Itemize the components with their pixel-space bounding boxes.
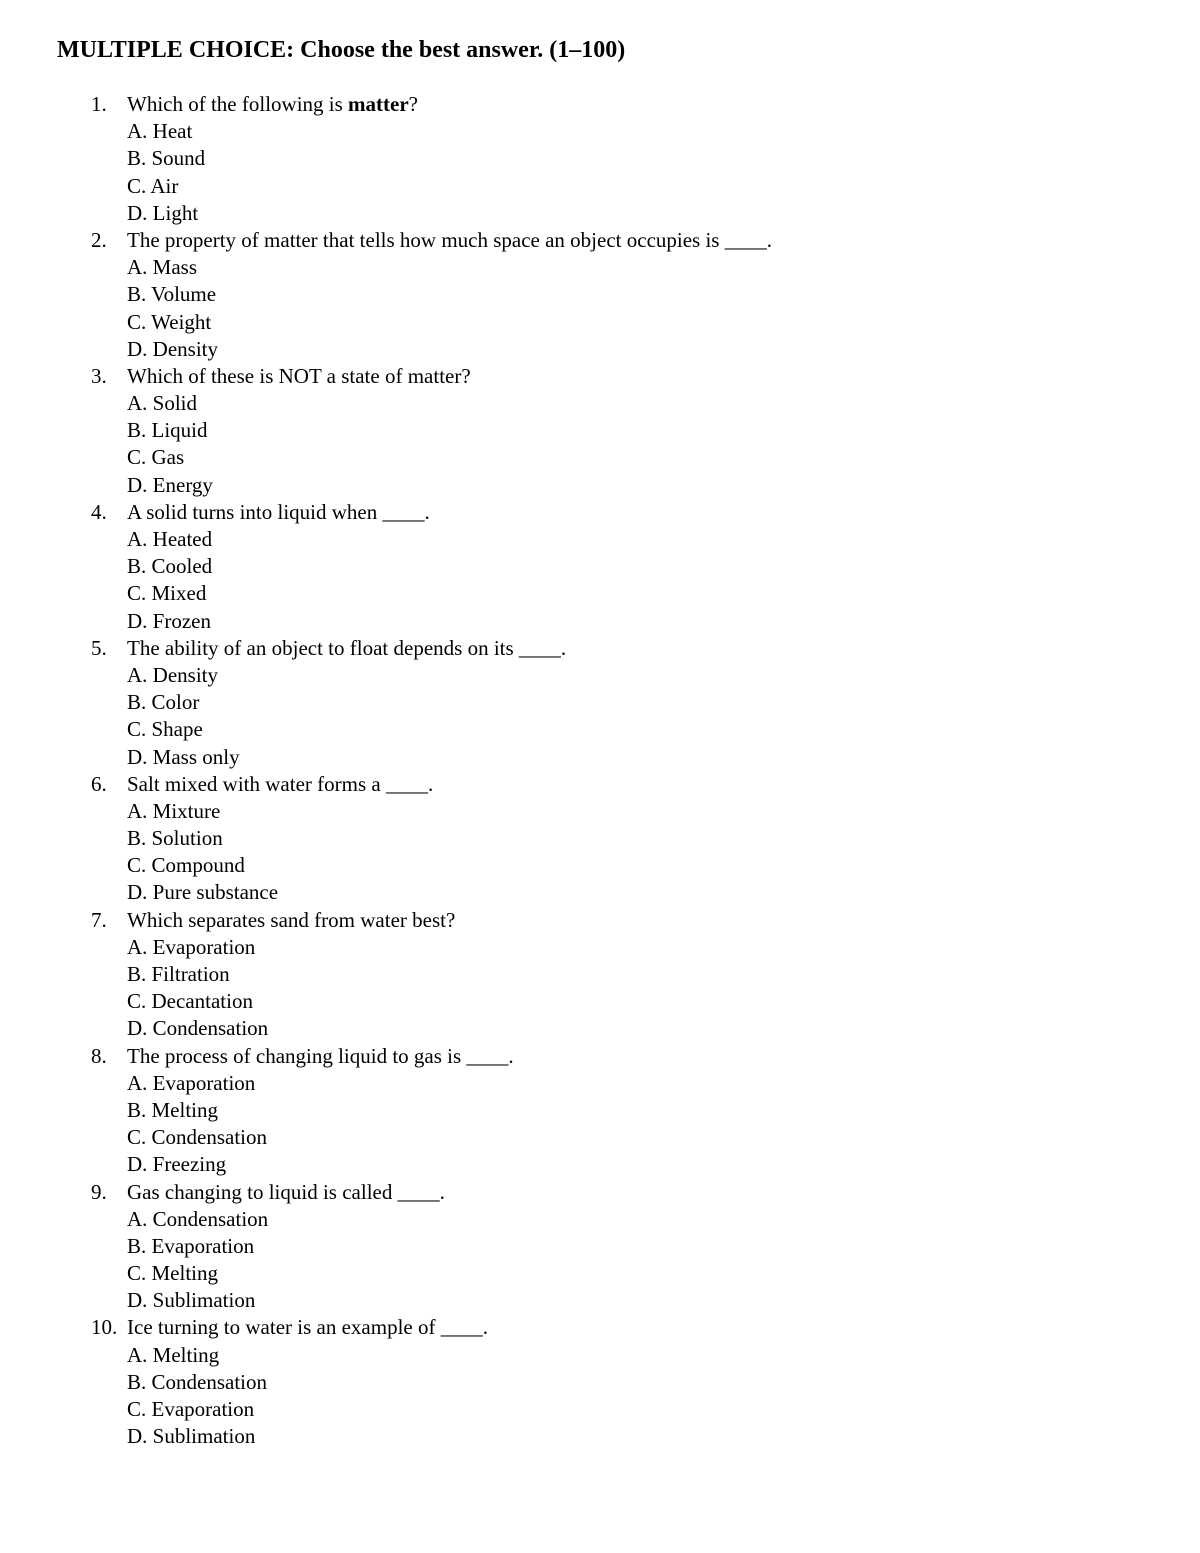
question-text-part: Ice turning to water is an example of ____.: [127, 1315, 488, 1340]
answer-option: C. Shape: [127, 717, 203, 742]
answer-option: C. Gas: [127, 445, 185, 470]
question-item: [0, 499, 1200, 635]
question-line: [0, 227, 1200, 254]
question-text: [127, 907, 455, 934]
question-text-part: Which of the following is: [127, 92, 349, 116]
question-item: [0, 907, 1200, 1043]
question-number: 9.: [91, 1179, 107, 1204]
answer-option: D. Energy: [127, 472, 213, 497]
answer-option: A. Mixture: [127, 798, 221, 823]
answer-option: D. Freezing: [127, 1152, 227, 1177]
question-text: [127, 91, 418, 118]
question-item: [0, 635, 1200, 771]
question-text-part: Which of these is NOT a state of matter?: [127, 363, 471, 388]
question-line: [0, 91, 1200, 118]
question-text-part: The process of changing liquid to gas is ____.: [127, 1043, 514, 1068]
answer-option: C. Condensation: [127, 1125, 267, 1150]
answer-option: A. Mass: [127, 255, 198, 280]
answer-option: D. Density: [127, 336, 218, 361]
question-line: [0, 363, 1200, 390]
answer-option: B. Evaporation: [127, 1233, 255, 1258]
question-line: [0, 771, 1200, 798]
answer-option: B. Condensation: [127, 1369, 267, 1394]
question-line: [0, 907, 1200, 934]
answer-option: A. Solid: [127, 391, 198, 416]
answer-option: C. Decantation: [127, 989, 253, 1014]
question-line: [0, 1179, 1200, 1206]
answer-option: D. Frozen: [127, 608, 211, 633]
answer-option: C. Air: [127, 173, 179, 198]
question-number: 3.: [91, 363, 107, 388]
question-item: [0, 227, 1200, 363]
question-item: [0, 1179, 1200, 1315]
answer-option: B. Cooled: [127, 554, 213, 579]
answer-option: A. Condensation: [127, 1206, 269, 1231]
question-item: [0, 771, 1200, 907]
question-list: [0, 91, 1200, 1450]
answer-option: C. Compound: [127, 853, 245, 878]
answer-option: C. Mixed: [127, 581, 207, 606]
question-text-part: Gas changing to liquid is called ____.: [127, 1179, 445, 1204]
question-item: [0, 1043, 1200, 1179]
question-line: [0, 499, 1200, 526]
answer-option: D. Sublimation: [127, 1288, 256, 1313]
question-item: [0, 363, 1200, 499]
question-line: [0, 1043, 1200, 1070]
answer-option: B. Color: [127, 690, 200, 715]
answer-option: D. Sublimation: [127, 1424, 256, 1449]
answer-option: B. Filtration: [127, 962, 230, 986]
answer-option: A. Evaporation: [127, 934, 256, 959]
answer-option: D. Light: [127, 200, 199, 225]
question-text-part: The ability of an object to float depends on its ____.: [127, 635, 567, 660]
question-line: [0, 1314, 1200, 1341]
question-text-part: Salt mixed with water forms a ____.: [127, 771, 434, 796]
question-item: [0, 91, 1200, 227]
answer-option: C. Melting: [127, 1261, 219, 1286]
answer-option: B. Sound: [127, 146, 206, 171]
answer-option: D. Condensation: [127, 1016, 269, 1041]
question-number: 2.: [91, 227, 107, 252]
page-title: MULTIPLE CHOICE: Choose the best answer. (1–100): [57, 37, 626, 63]
question-text: [127, 363, 471, 390]
answer-option: B. Volume: [127, 282, 217, 307]
question-text: [127, 771, 433, 798]
answer-option: D. Pure substance: [127, 880, 279, 905]
question-text-part: A solid turns into liquid when ____.: [127, 499, 430, 524]
answer-option: A. Heated: [127, 527, 213, 551]
question-number: 6.: [91, 771, 107, 796]
question-text-emphasis: matter: [348, 92, 409, 116]
question-text: [127, 1043, 514, 1070]
answer-option: A. Melting: [127, 1342, 220, 1367]
answer-option: D. Mass only: [127, 744, 240, 769]
answer-option: A. Heat: [127, 119, 193, 144]
question-text: [127, 499, 430, 526]
question-item: [0, 1314, 1200, 1450]
answer-option: A. Density: [127, 662, 218, 687]
answer-option: C. Evaporation: [127, 1397, 255, 1421]
question-text: [127, 1179, 445, 1206]
question-line: [0, 635, 1200, 662]
question-number: 8.: [91, 1043, 107, 1068]
question-text: [127, 1314, 488, 1341]
question-number: 1.: [91, 92, 107, 116]
question-number: 5.: [91, 635, 107, 660]
question-text: [127, 227, 772, 254]
question-number: 7.: [91, 907, 107, 932]
question-text: [127, 635, 566, 662]
question-text-part: The property of matter that tells how much space an object occupies is ____.: [127, 227, 772, 252]
answer-option: B. Solution: [127, 826, 223, 851]
question-number: 10.: [91, 1315, 118, 1340]
question-text-part: ?: [408, 92, 418, 116]
answer-option: C. Weight: [127, 309, 212, 334]
question-number: 4.: [91, 499, 107, 524]
answer-option: B. Melting: [127, 1097, 219, 1122]
answer-option: A. Evaporation: [127, 1070, 256, 1095]
question-text-part: Which separates sand from water best?: [127, 907, 456, 932]
answer-option: B. Liquid: [127, 418, 208, 443]
